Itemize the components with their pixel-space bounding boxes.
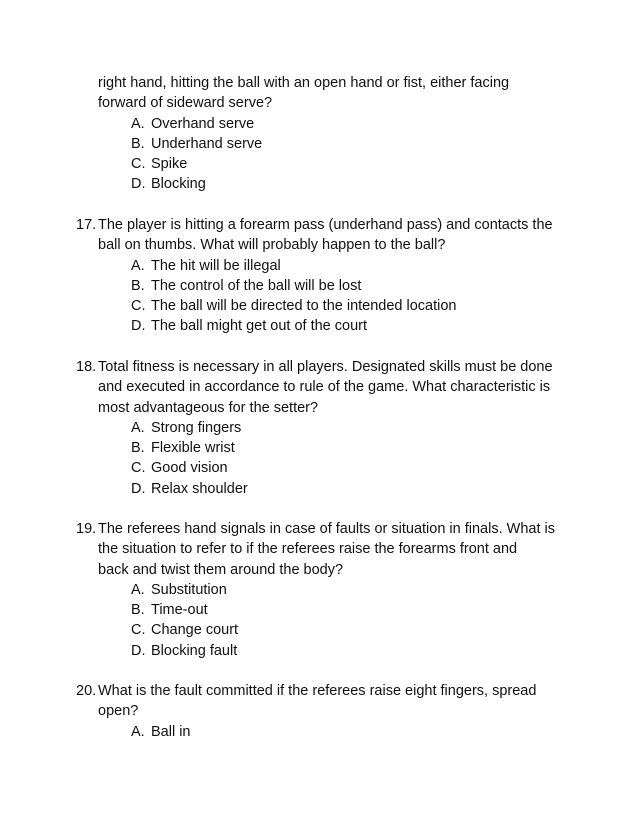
answer-choice [0, 256, 638, 276]
choice-text: Substitution [151, 581, 227, 598]
answer-choice [0, 479, 638, 499]
answer-choice [0, 458, 638, 478]
answer-choice [0, 580, 638, 600]
choice-letter: B. [131, 277, 145, 294]
question-stem-line: right hand, hitting the ball with an open hand or fist, either facing [98, 75, 510, 91]
choice-text: Flexible wrist [151, 440, 235, 457]
answer-choice [0, 600, 638, 620]
choice-letter: D. [131, 642, 146, 659]
question-stem-line: the situation to refer to if the referees raise the forearms front and [98, 541, 518, 558]
question-number: 18. [76, 359, 97, 375]
question-stem-line: forward of sideward serve? [98, 95, 273, 112]
choice-letter: C. [131, 622, 146, 639]
question-continued [0, 73, 638, 195]
answer-choice [0, 114, 638, 134]
choice-letter: C. [131, 156, 146, 173]
choice-letter: D. [131, 318, 146, 335]
choice-text: Good vision [151, 460, 228, 477]
question-17 [0, 215, 638, 337]
choice-text: Ball in [151, 723, 191, 740]
answer-choice [0, 641, 638, 661]
question-stem-line: 17. The player is hitting a forearm pass (underhand pass) and contacts the [0, 215, 638, 235]
answer-choice [0, 316, 638, 336]
answer-choice [0, 154, 638, 174]
question-stem-line: 19. The referees hand signals in case of faults or situation in finals. What is [0, 519, 638, 539]
choice-text: Relax shoulder [151, 480, 248, 497]
choice-text: The hit will be illegal [151, 257, 281, 274]
question-19 [0, 519, 638, 661]
choice-letter: A. [131, 115, 145, 132]
choice-text: Strong fingers [151, 419, 242, 436]
choice-letter: A. [131, 257, 145, 274]
question-stem-line: most advantageous for the setter? [98, 399, 319, 416]
question-number: 20. [76, 683, 97, 699]
choice-letter: D. [131, 176, 146, 193]
question-number: 19. [76, 521, 97, 537]
choice-letter: C. [131, 460, 146, 477]
choice-letter: B. [131, 440, 145, 457]
question-number: 17. [76, 217, 97, 233]
choice-text: Spike [151, 156, 188, 173]
answer-choice [0, 418, 638, 438]
question-18 [0, 357, 638, 499]
choice-text: The ball will be directed to the intended location [151, 298, 457, 315]
question-stem-line: and executed in accordance to rule of the game. What characteristic is [98, 379, 551, 396]
choice-letter: A. [131, 419, 145, 436]
answer-choice [0, 438, 638, 458]
choice-text: Underhand serve [151, 135, 263, 152]
choice-letter: C. [131, 298, 146, 315]
choice-letter: B. [131, 602, 145, 619]
choice-letter: A. [131, 723, 145, 740]
choice-letter: B. [131, 135, 145, 152]
choice-letter: A. [131, 581, 145, 598]
answer-choice [0, 134, 638, 154]
choice-text: Time-out [151, 602, 208, 619]
question-stem-line: ball on thumbs. What will probably happen to the ball? [98, 237, 446, 254]
question-stem-line: 20. What is the fault committed if the referees raise eight fingers, spread [0, 681, 638, 701]
answer-choice [0, 174, 638, 194]
choice-letter: D. [131, 480, 146, 497]
choice-text: Overhand serve [151, 115, 255, 132]
question-20 [0, 681, 638, 742]
answer-choice [0, 276, 638, 296]
choice-text: Blocking fault [151, 642, 238, 659]
choice-text: The control of the ball will be lost [151, 277, 362, 294]
choice-text: The ball might get out of the court [151, 318, 368, 335]
choice-text: Blocking [151, 176, 206, 193]
question-stem-line: 18. Total fitness is necessary in all players. Designated skills must be done [0, 357, 638, 377]
answer-choice [0, 722, 638, 742]
question-stem-line: open? [98, 703, 139, 720]
answer-choice [0, 296, 638, 316]
question-stem-line: back and twist them around the body? [98, 561, 344, 578]
answer-choice [0, 620, 638, 640]
choice-text: Change court [151, 622, 239, 639]
